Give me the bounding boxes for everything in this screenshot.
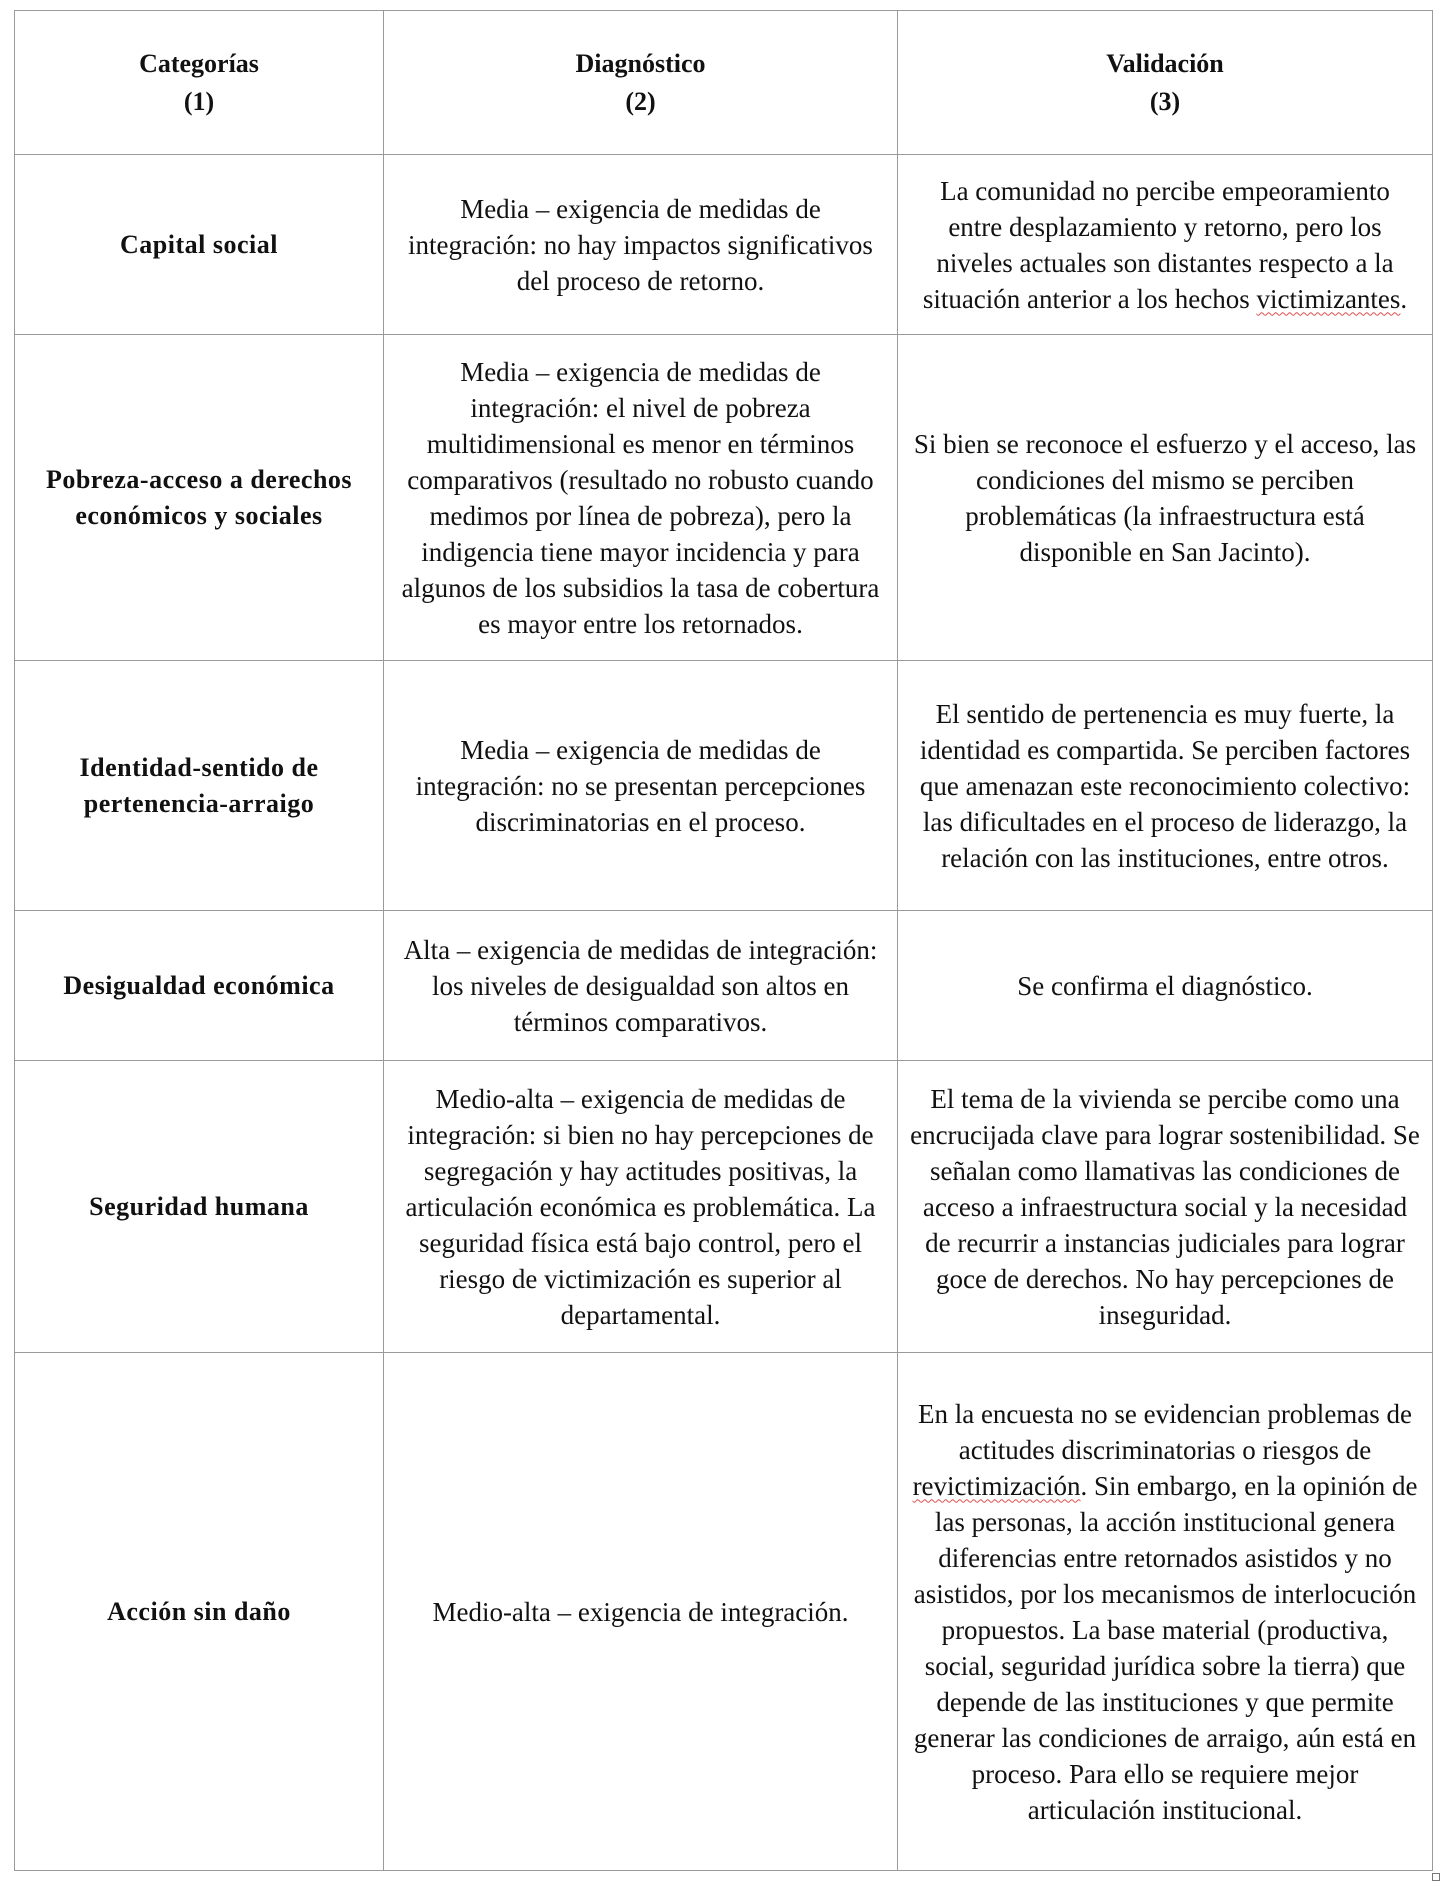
- header-validacion-number: (3): [1149, 86, 1181, 116]
- validation-cell: [898, 155, 1433, 335]
- validation-cell: Se confirma el diagnóstico.: [898, 911, 1433, 1061]
- header-categorias: [15, 11, 384, 155]
- header-validacion: [898, 11, 1433, 155]
- table-row: [15, 1061, 1433, 1353]
- table-header-row: [15, 11, 1433, 155]
- table-row: [15, 661, 1433, 911]
- validation-text: En la encuesta no se evidencian problemas de actitudes discriminatorias o riesgos de: [917, 1398, 1413, 1465]
- table-row: [15, 155, 1433, 335]
- validation-cell: El sentido de pertenencia es muy fuerte, la identidad es compartida. Se perciben factores que amenazan este reconocimiento colectivo: las dificultades en el proceso de liderazgo, la relación con las instituciones, entre otros.: [898, 661, 1433, 911]
- spellcheck-flagged-word: revictimización: [912, 1470, 1081, 1501]
- category-cell: Identidad-sentido de pertenencia-arraigo: [15, 661, 384, 911]
- diagnosis-cell: Media – exigencia de medidas de integración: el nivel de pobreza multidimensional es menor en términos comparativos (resultado no robusto cuando medimos por línea de pobreza), pero la indigencia tiene mayor incidencia y para algunos de los subsidios la tasa de cobertura es mayor entre los retornados.: [384, 335, 898, 661]
- diagnosis-cell: Alta – exigencia de medidas de integración: los niveles de desigualdad son altos en términos comparativos.: [384, 911, 898, 1061]
- validation-cell: Si bien se reconoce el esfuerzo y el acceso, las condiciones del mismo se perciben problemáticas (la infraestructura está disponible en San Jacinto).: [898, 335, 1433, 661]
- category-cell: Desigualdad económica: [15, 911, 384, 1061]
- table-resize-handle[interactable]: [1432, 1873, 1440, 1881]
- diagnosis-cell: Media – exigencia de medidas de integración: no hay impactos significativos del proceso de retorno.: [384, 155, 898, 335]
- header-categorias-title: Categorías: [139, 48, 259, 78]
- header-diagnostico: [384, 11, 898, 155]
- header-diagnostico-number: (2): [625, 86, 656, 116]
- validation-text: La comunidad no percibe empeoramiento entre desplazamiento y retorno, pero los niveles actuales son distantes respecto a la situación anterior a los hechos: [922, 175, 1394, 314]
- diagnosis-cell: Media – exigencia de medidas de integración: no se presentan percepciones discriminatorias en el proceso.: [384, 661, 898, 911]
- header-diagnostico-title: Diagnóstico: [575, 48, 706, 78]
- diagnosis-cell: Medio-alta – exigencia de integración.: [384, 1353, 898, 1871]
- category-cell: Capital social: [15, 155, 384, 335]
- category-cell: Acción sin daño: [15, 1353, 384, 1871]
- validation-cell: [898, 1353, 1433, 1871]
- categories-table: [14, 10, 1433, 1871]
- category-cell: Seguridad humana: [15, 1061, 384, 1353]
- diagnosis-cell: Medio-alta – exigencia de medidas de integración: si bien no hay percepciones de segregación y hay actitudes positivas, la articulación económica es problemática. La seguridad física está bajo control, pero el riesgo de victimización es superior al departamental.: [384, 1061, 898, 1353]
- table-row: [15, 1353, 1433, 1871]
- validation-text-end: . Sin embargo, en la opinión de las personas, la acción institucional genera diferencias entre retornados asistidos y no asistidos, por los mecanismos de interlocución propuestos. La base material (productiva, social, seguridad jurídica sobre la tierra) que depende de las instituciones y que permite generar las condiciones de arraigo, aún está en proceso. Para ello se requiere mejor articulación institucional.: [913, 1470, 1418, 1825]
- header-categorias-number: (1): [183, 86, 215, 116]
- spellcheck-flagged-word: victimizantes: [1256, 283, 1401, 314]
- validation-cell: El tema de la vivienda se percibe como una encrucijada clave para lograr sostenibilidad. Se señalan como llamativas las condiciones de acceso a infraestructura social y la necesidad de recurrir a instancias judiciales para lograr goce de derechos. No hay percepciones de inseguridad.: [898, 1061, 1433, 1353]
- table-row: [15, 335, 1433, 661]
- validation-text-end: .: [1400, 283, 1408, 314]
- table-row: [15, 911, 1433, 1061]
- header-validacion-title: Validación: [1106, 48, 1224, 78]
- category-cell: Pobreza-acceso a derechos económicos y sociales: [15, 335, 384, 661]
